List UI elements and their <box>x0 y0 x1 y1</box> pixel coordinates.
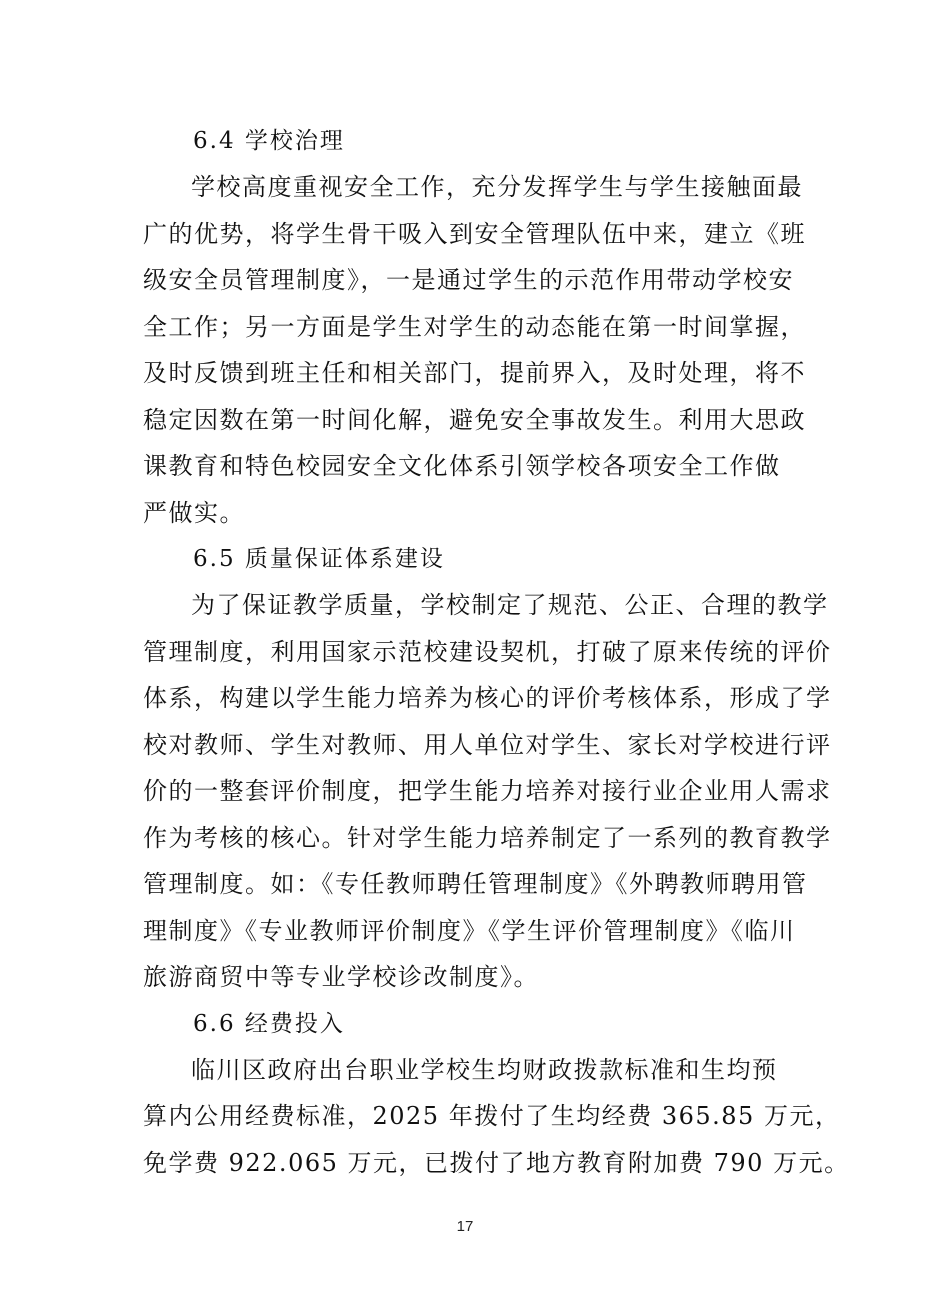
paragraph-line: 价的一整套评价制度，把学生能力培养对接行业企业用人需求 <box>143 777 832 805</box>
paragraph-school-governance <box>143 164 806 536</box>
paragraph-line: 临川区政府出台职业学校生均财政拨款标准和生均预 <box>191 1055 778 1084</box>
paragraph-line: 免学费 922.065 万元，已拨付了地方教育附加费 790 万元。 <box>143 1148 850 1177</box>
page-number: 17 <box>456 1218 474 1235</box>
paragraph-line: 管理制度。如：《专任教师聘任管理制度》《外聘教师聘用管 <box>143 870 808 898</box>
paragraph-line: 及时反馈到班主任和相关部门，提前界入，及时处理，将不 <box>143 359 806 387</box>
paragraph-line: 为了保证教学质量，学校制定了规范、公正、合理的教学 <box>191 591 829 619</box>
paragraph-line: 理制度》《专业教师评价制度》《学生评价管理制度》《临川 <box>143 916 796 945</box>
section-heading-6-4: 6.4 学校治理 <box>193 128 345 154</box>
paragraph-funding-investment <box>143 1047 850 1187</box>
paragraph-line: 课教育和特色校园安全文化体系引领学校各项安全工作做 <box>143 452 781 480</box>
page-content <box>143 118 850 1186</box>
paragraph-line: 算内公用经费标准，2025 年拨付了生均经费 365.85 万元， <box>143 1102 841 1130</box>
paragraph-line: 旅游商贸中等专业学校诊改制度》。 <box>143 963 539 991</box>
paragraph-line: 全工作；另一方面是学生对学生的动态能在第一时间掌握， <box>143 312 806 341</box>
paragraph-line: 严做实。 <box>143 498 245 527</box>
section-heading-6-5: 6.5 质量保证体系建设 <box>193 546 445 572</box>
paragraph-line: 管理制度，利用国家示范校建设契机，打破了原来传统的评价 <box>143 637 832 666</box>
paragraph-quality-assurance <box>143 582 832 1001</box>
paragraph-line: 学校高度重视安全工作，充分发挥学生与学生接触面最 <box>191 173 803 201</box>
paragraph-line: 稳定因数在第一时间化解，避免安全事故发生。利用大思政 <box>143 405 806 434</box>
section-heading-6-6: 6.6 经费投入 <box>193 1010 345 1037</box>
paragraph-line: 级安全员管理制度》，一是通过学生的示范作用带动学校安 <box>143 266 794 294</box>
paragraph-line: 体系，构建以学生能力培养为核心的评价考核体系，形成了学 <box>143 684 832 712</box>
paragraph-line: 广的优势，将学生骨干吸入到安全管理队伍中来，建立《班 <box>143 219 806 248</box>
paragraph-line: 校对教师、学生对教师、用人单位对学生、家长对学校进行评 <box>143 730 832 759</box>
paragraph-line: 作为考核的核心。针对学生能力培养制定了一系列的教育教学 <box>143 823 832 852</box>
